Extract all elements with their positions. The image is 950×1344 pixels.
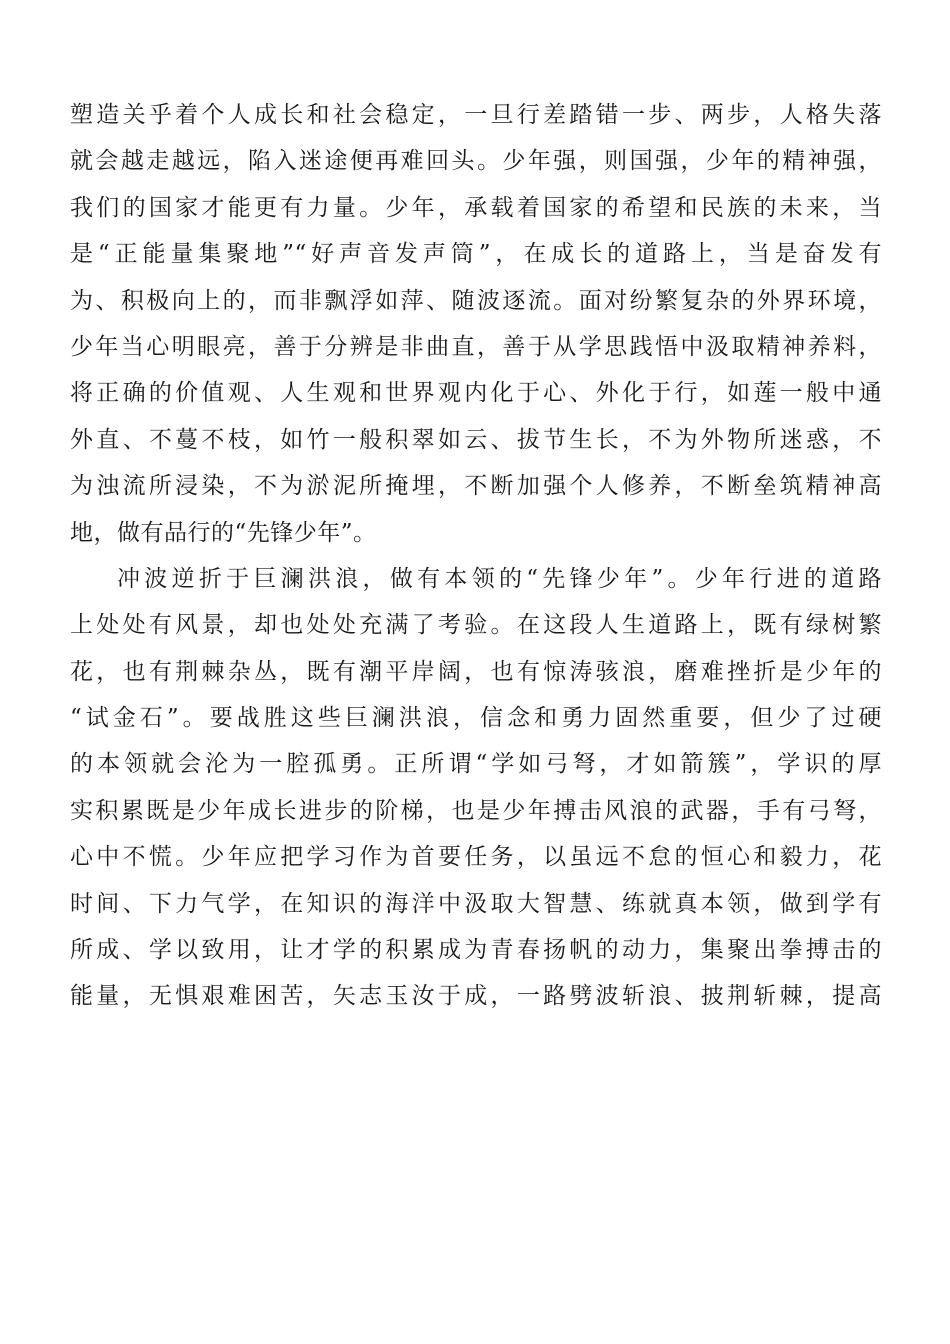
text-line: 外直、不蔓不枝，如竹一般积翠如云、拔节生长，不为外物所迷惑，不 xyxy=(70,426,882,453)
text-line: 为浊流所浸染，不为淤泥所掩埋，不断加强个人修养，不断垒筑精神高 xyxy=(70,473,882,500)
text-line: 时间、下力气学，在知识的海洋中汲取大智慧、练就真本领，做到学有 xyxy=(70,890,882,917)
text-line: 少年当心明眼亮，善于分辨是非曲直，善于从学思践悟中汲取精神养料， xyxy=(70,333,882,360)
text-line: 我们的国家才能更有力量。少年，承载着国家的希望和民族的未来，当 xyxy=(70,194,882,221)
text-line: 所成、学以致用，让才学的积累成为青春扬帆的动力，集聚出拳搏击的 xyxy=(70,937,882,964)
text-line: 能量，无惧艰难困苦，矢志玉汝于成，一路劈波斩浪、披荆斩棘，提高 xyxy=(70,983,882,1010)
paragraph-2 xyxy=(70,556,882,1020)
text-line: 心中不慌。少年应把学习作为首要任务，以虽远不怠的恒心和毅力，花 xyxy=(70,844,882,871)
document-page xyxy=(70,92,882,1020)
paragraph-1 xyxy=(70,92,882,556)
text-line: 是“正能量集聚地”“好声音发声筒”，在成长的道路上，当是奋发有 xyxy=(70,241,882,268)
text-line: 实积累既是少年成长进步的阶梯，也是少年搏击风浪的武器，手有弓弩， xyxy=(70,797,882,824)
text-line: 将正确的价值观、人生观和世界观内化于心、外化于行，如莲一般中通 xyxy=(70,380,882,407)
text-line: 的本领就会沦为一腔孤勇。正所谓“学如弓弩，才如箭簇”，学识的厚 xyxy=(70,751,882,778)
text-line: “试金石”。要战胜这些巨澜洪浪，信念和勇力固然重要，但少了过硬 xyxy=(70,705,882,732)
text-line: 上处处有风景，却也处处充满了考验。在这段人生道路上，既有绿树繁 xyxy=(70,612,882,639)
text-line: 塑造关乎着个人成长和社会稳定，一旦行差踏错一步、两步，人格失落 xyxy=(70,102,882,128)
text-line: 就会越走越远，陷入迷途便再难回头。少年强，则国强，少年的精神强， xyxy=(70,148,882,175)
text-line: 为、积极向上的，而非飘浮如萍、随波逐流。面对纷繁复杂的外界环境， xyxy=(70,287,882,314)
text-line: 冲波逆折于巨澜洪浪，做有本领的“先锋少年”。少年行进的道路 xyxy=(117,565,882,592)
text-line: 地，做有品行的“先锋少年”。 xyxy=(70,519,377,546)
text-line: 花，也有荆棘杂丛，既有潮平岸阔，也有惊涛骇浪，磨难挫折是少年的 xyxy=(70,658,882,685)
